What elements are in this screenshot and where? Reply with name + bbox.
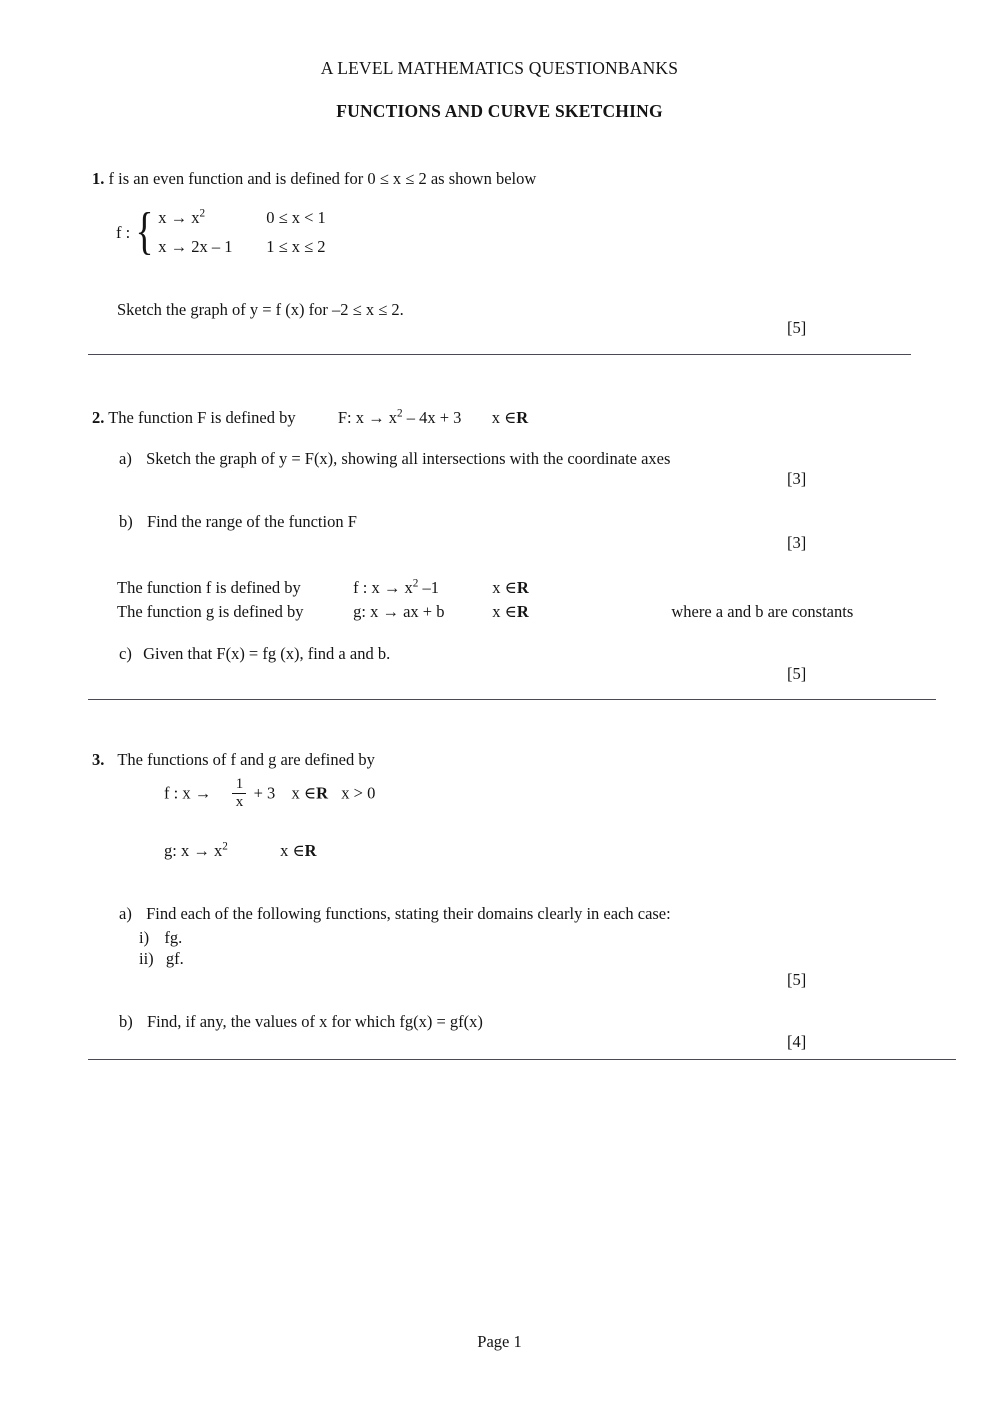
- question-2-given-g-def-pre: g: x → ax + b: [353, 602, 445, 621]
- question-3-part-b-label: b): [119, 1012, 133, 1031]
- question-3-part-b-text: Find, if any, the values of x for which fg(x) = gf(x): [147, 1012, 483, 1031]
- question-2-given-g-lead: The function g is defined by: [117, 602, 304, 621]
- question-2-part-c: [119, 643, 390, 664]
- question-2-part-a: [119, 448, 670, 469]
- question-2-given-f-def-post: –1: [418, 578, 439, 597]
- question-1-instruction: Sketch the graph of y = f (x) for –2 ≤ x ≤ 2.: [117, 300, 404, 319]
- fraction-denominator: x: [235, 794, 244, 810]
- question-2-given-f-def-exponent: 2: [412, 577, 419, 590]
- question-3-part-b: [119, 1011, 483, 1032]
- question-2-definition-exponent: 2: [397, 407, 403, 420]
- question-3-stem: [92, 749, 375, 770]
- question-2-stem-text: The function F is defined by: [108, 408, 296, 427]
- question-2-given-f-def-pre: f : x → x: [353, 578, 413, 597]
- section-divider-1: [88, 354, 911, 355]
- piecewise-map-1-text: x → x: [158, 208, 200, 227]
- piecewise-map-2-text: x → 2x – 1: [158, 237, 233, 256]
- question-2-given-f: [117, 577, 667, 598]
- question-2-part-b-label: b): [119, 512, 133, 531]
- question-3-part-a-item-i-text: fg.: [164, 928, 183, 947]
- question-3-definition-f: [164, 778, 375, 811]
- question-2-given-g-definition: [353, 601, 488, 622]
- question-2-given-g: [117, 601, 853, 622]
- question-2-given-f-domain: [492, 577, 667, 598]
- question-2-part-b: [119, 511, 357, 532]
- piecewise-rows: [158, 208, 326, 257]
- question-1-stem: [92, 168, 536, 189]
- question-2-given-f-lead: The function f is defined by: [117, 578, 301, 597]
- question-3-part-a-label: a): [119, 904, 132, 923]
- question-2-definition: [338, 408, 462, 427]
- question-2-part-b-text: Find the range of the function F: [147, 512, 357, 531]
- question-3-part-a-item-ii-text: gf.: [165, 949, 184, 968]
- question-2-given-f-domain-set: R: [516, 578, 529, 597]
- question-2-definition-pre: F: x → x: [337, 408, 398, 427]
- piecewise-domain-1: 0 ≤ x < 1: [266, 208, 326, 227]
- question-1-stem-text: f is an even function and is defined for 0 ≤ x ≤ 2 as shown below: [108, 169, 537, 188]
- question-2-part-a-text: Sketch the graph of y = F(x), showing all intersections with the coordinate axes: [146, 449, 671, 468]
- question-3-definition-g-prefix: g: x → x: [164, 841, 223, 860]
- question-2-domain-pre: x ∈: [491, 408, 517, 427]
- question-3-definition-f-prefix: f : x →: [164, 783, 212, 803]
- question-3-part-a-item-ii: [139, 948, 184, 969]
- fraction-one-over-x: [232, 777, 246, 810]
- question-3-part-a-text: Find each of the following functions, stating their domains clearly in each case:: [146, 904, 671, 923]
- question-2-stem: [92, 407, 528, 428]
- question-2-given-f-domain-pre: x ∈: [492, 578, 517, 597]
- piecewise-map-2: [158, 237, 266, 257]
- question-3-part-a-marks: [5]: [787, 970, 807, 989]
- question-3-definition-f-suffix: + 3: [253, 783, 276, 803]
- question-2-given-g-domain-pre: x ∈: [492, 602, 517, 621]
- piecewise-row-2: [158, 237, 326, 257]
- question-3-part-a-item-ii-label: ii): [139, 949, 154, 968]
- question-2-part-b-marks: [3]: [787, 533, 807, 552]
- question-3-part-b-marks: [4]: [787, 1032, 807, 1051]
- piecewise-map-1-exponent: 2: [199, 207, 206, 220]
- fraction-numerator: 1: [235, 776, 244, 792]
- question-3-definition-g: [164, 840, 317, 861]
- question-3-number: 3.: [92, 750, 105, 769]
- question-3-stem-text: The functions of f and g are defined by: [117, 750, 375, 769]
- question-3-part-a-item-i: [139, 927, 182, 948]
- question-2-number: 2.: [92, 408, 105, 427]
- piecewise-row-1: [158, 208, 326, 228]
- question-2-given-g-note: where a and b are constants: [671, 602, 854, 621]
- question-2-domain-set: R: [516, 408, 529, 427]
- question-3-definition-f-domain-post: x > 0: [341, 783, 376, 803]
- page-subtitle: FUNCTIONS AND CURVE SKETCHING: [336, 101, 663, 121]
- question-1-piecewise-definition: [116, 203, 326, 261]
- question-2-given-g-domain: [492, 601, 667, 622]
- page-footer: Page 1: [477, 1332, 522, 1351]
- question-2-domain: [492, 408, 529, 427]
- question-2-part-c-text: Given that F(x) = fg (x), find a and b.: [143, 644, 391, 663]
- piecewise-label: f :: [116, 222, 131, 242]
- left-brace-icon: {: [135, 203, 154, 261]
- question-2-part-a-marks: [3]: [787, 469, 807, 488]
- question-3-definition-g-exponent: 2: [222, 840, 228, 853]
- question-3-part-a-item-i-label: i): [139, 928, 150, 947]
- question-2-given-f-definition: [353, 577, 488, 598]
- question-1-number: 1.: [92, 169, 105, 188]
- section-divider-2: [88, 699, 936, 700]
- section-divider-3: [88, 1059, 956, 1060]
- question-3-part-a: [119, 903, 671, 924]
- question-2-part-c-label: c): [119, 644, 132, 663]
- question-2-part-c-marks: [5]: [787, 664, 807, 683]
- question-3-definition-f-domain-set: R: [316, 783, 329, 803]
- piecewise-map-1: [158, 208, 266, 228]
- question-2-given-g-domain-set: R: [516, 602, 529, 621]
- question-2-definition-post: – 4x + 3: [402, 408, 462, 427]
- piecewise-domain-2: 1 ≤ x ≤ 2: [266, 237, 326, 256]
- question-3-definition-g-domain-set: R: [304, 841, 317, 860]
- page-title: A LEVEL MATHEMATICS QUESTIONBANKS: [320, 58, 679, 78]
- question-1-marks: [5]: [787, 318, 807, 337]
- question-3-definition-g-domain-pre: x ∈: [280, 841, 305, 860]
- question-3-definition-f-domain-pre: x ∈: [291, 783, 317, 803]
- question-2-part-a-label: a): [119, 449, 132, 468]
